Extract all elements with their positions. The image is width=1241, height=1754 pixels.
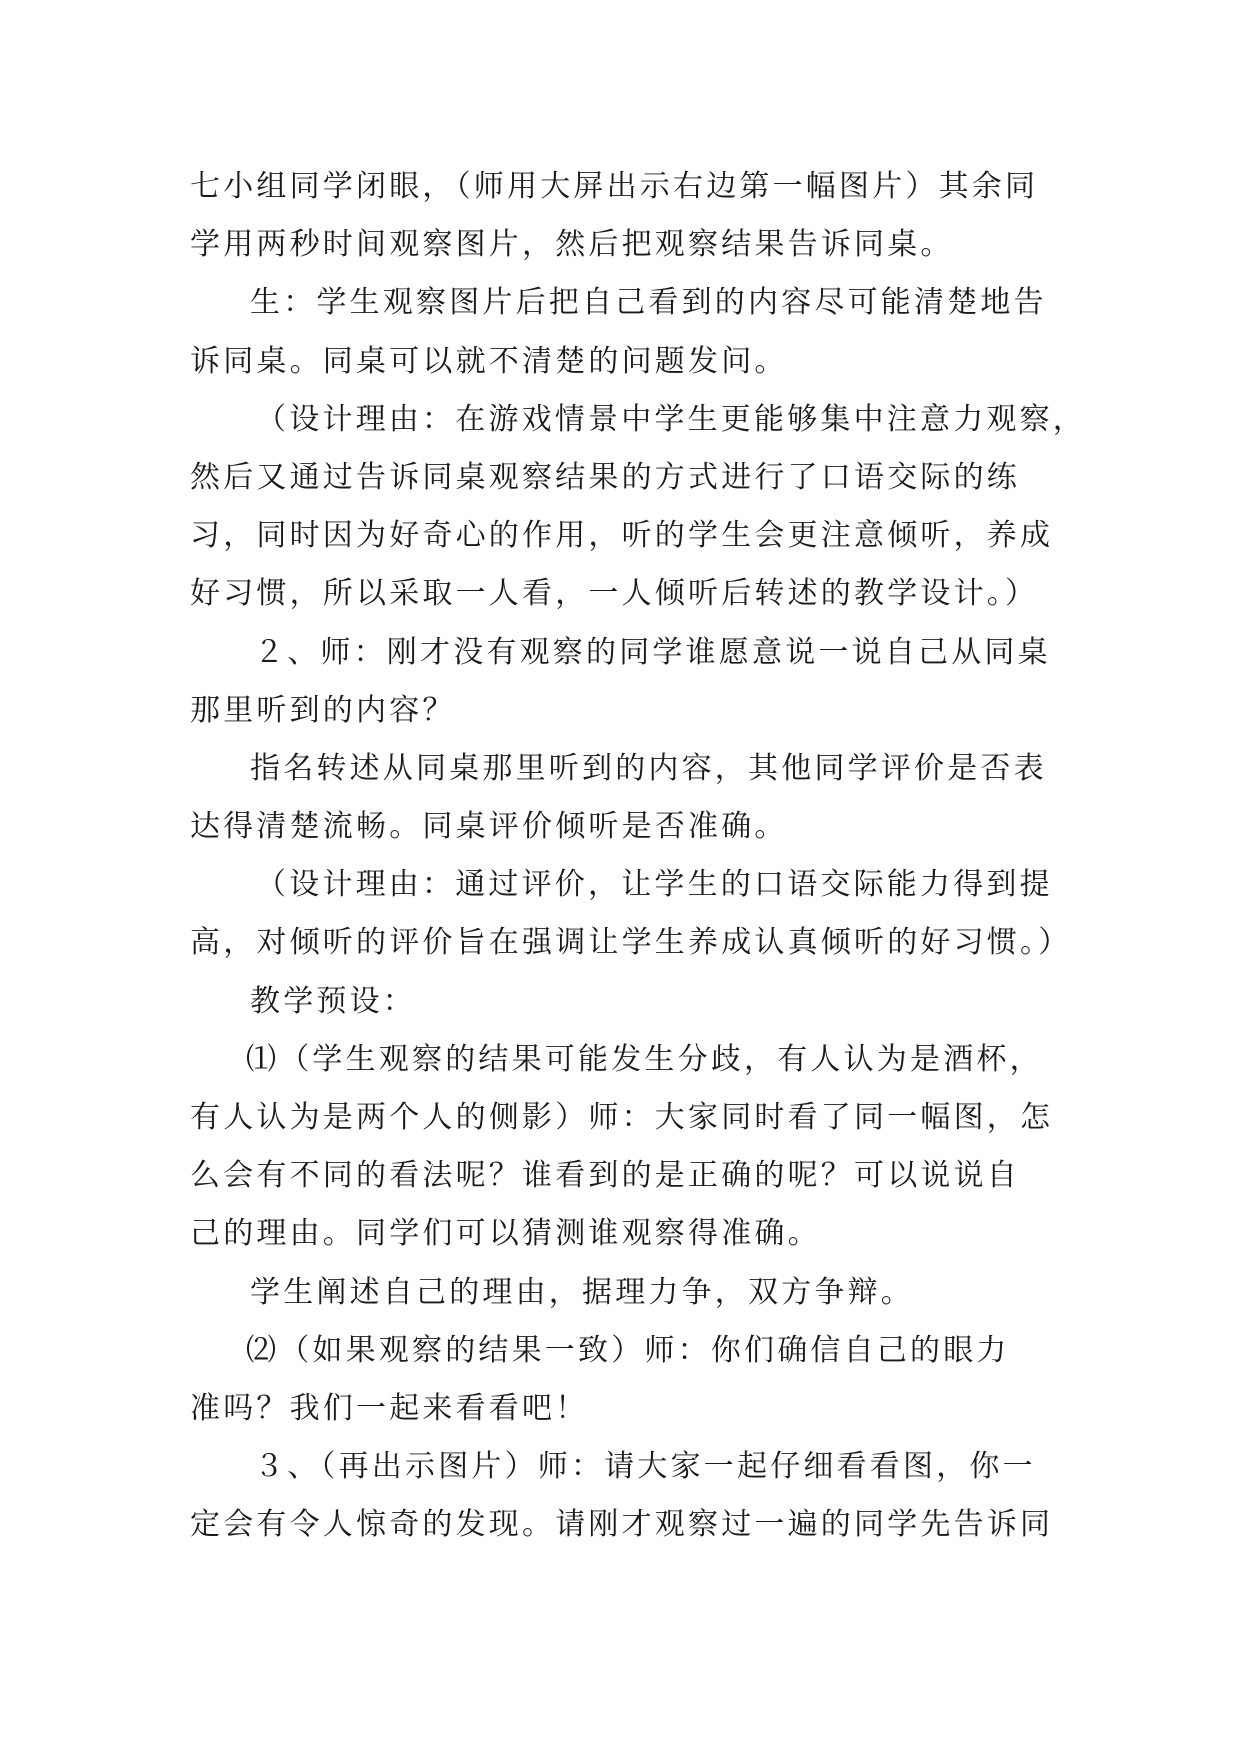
text-line: 习，同时因为好奇心的作用，听的学生会更注意倾听，养成: [190, 518, 1054, 554]
document-body: [190, 158, 1086, 1555]
text-line: ⑴（学生观察的结果可能发生分歧，有人认为是酒杯，: [246, 1041, 1043, 1077]
text-line: 有人认为是两个人的侧影）师：大家同时看了同一幅图，怎: [190, 1100, 1054, 1135]
text-line: 七小组同学闭眼，（师用大屏出示右边第一幅图片）其余同: [190, 169, 1039, 204]
text-line: ３、（再出示图片）师：请大家一起仔细看看图，你一: [254, 1449, 1036, 1485]
text-line: 诉同桌。同桌可以就不清楚的问题发问。: [190, 343, 788, 379]
text-line: （设计理由：通过评价，让学生的口语交际能力得到提: [256, 867, 1053, 903]
text-line: 准吗？我们一起来看看吧！: [190, 1390, 589, 1426]
text-line: （设计理由：在游戏情景中学生更能够集中注意力观察，: [256, 401, 1086, 437]
text-line: 高，对倾听的评价旨在强调让学生养成认真倾听的好习惯。）: [190, 925, 1072, 961]
text-line: 好习惯，所以采取一人看，一人倾听后转述的教学设计。）: [190, 576, 1039, 612]
text-line: 教学预设：: [250, 983, 416, 1019]
text-line: 指名转述从同桌那里听到的内容，其他同学评价是否表: [250, 750, 1047, 786]
text-line: 定会有令人惊奇的发现。请刚才观察过一遍的同学先告诉同: [190, 1507, 1054, 1543]
text-line: ⑵（如果观察的结果一致）师：你们确信自己的眼力: [246, 1332, 1010, 1368]
text-line: ２、师：刚才没有观察的同学谁愿意说一说自己从同桌: [254, 634, 1051, 670]
text-line: 学用两秒时间观察图片，然后把观察结果告诉同桌。: [190, 227, 954, 263]
text-line: 学生阐述自己的理由，据理力争，双方争辩。: [250, 1274, 914, 1310]
text-line: 达得清楚流畅。同桌评价倾听是否准确。: [190, 809, 788, 845]
text-line: 己的理由。同学们可以猜测谁观察得准确。: [190, 1216, 821, 1252]
text-line: 那里听到的内容？: [190, 692, 456, 728]
text-line: 生：学生观察图片后把自己看到的内容尽可能清楚地告: [250, 285, 1047, 321]
text-line: 么会有不同的看法呢？谁看到的是正确的呢？可以说说自: [190, 1158, 1020, 1194]
text-line: 然后又通过告诉同桌观察结果的方式进行了口语交际的练: [190, 459, 1020, 495]
